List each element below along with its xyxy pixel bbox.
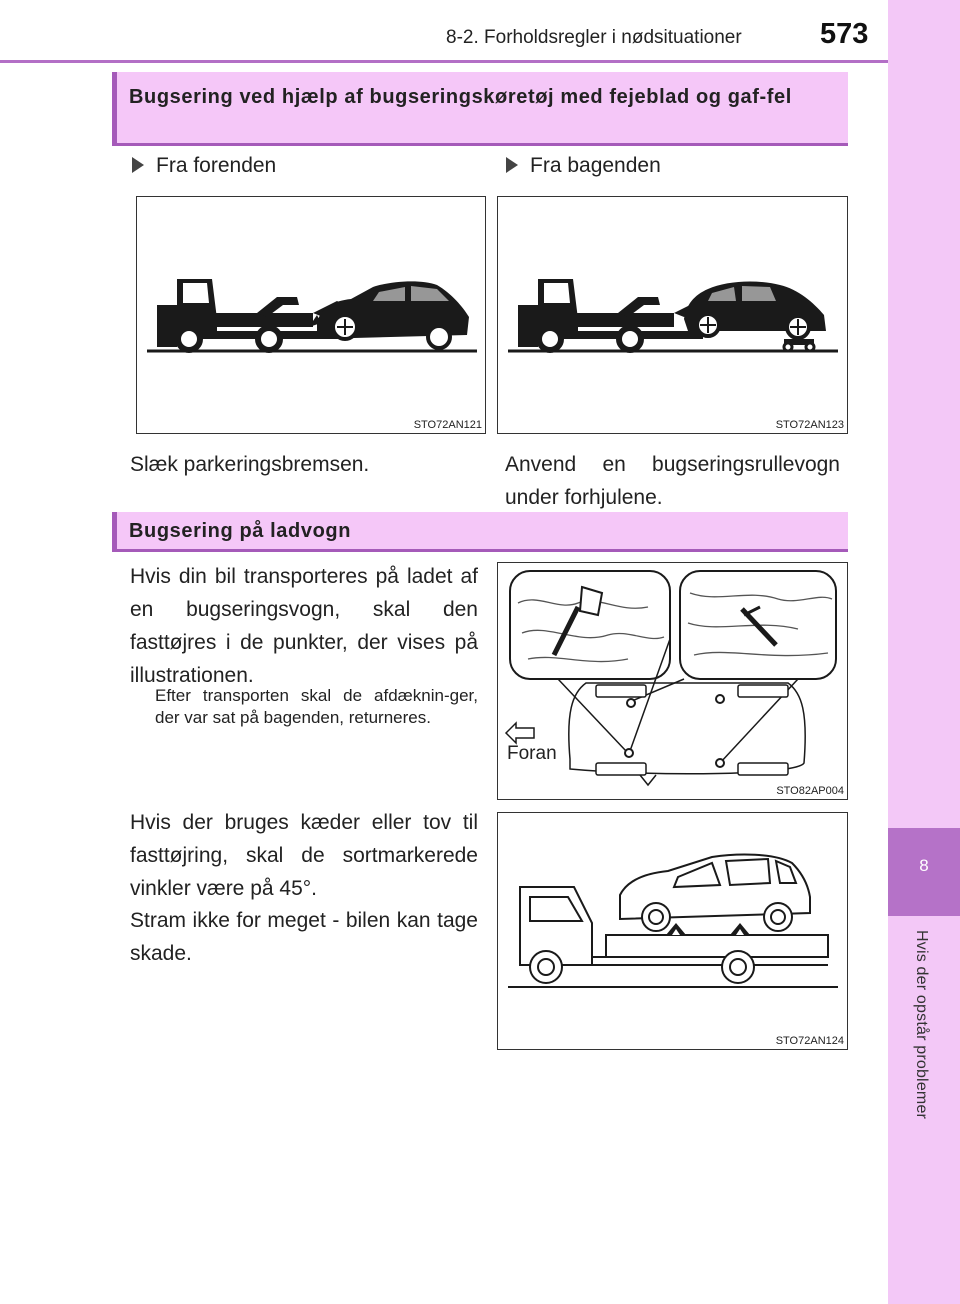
page-number: 573 bbox=[820, 18, 869, 50]
subhead-front-label: Fra forenden bbox=[156, 154, 277, 177]
subhead-rear bbox=[506, 154, 661, 178]
subhead-rear-label: Fra bagenden bbox=[530, 154, 661, 177]
flatbed-paragraph-3: Stram ikke for meget - bilen kan tage skade. bbox=[130, 909, 478, 965]
figure-code: STO72AN121 bbox=[413, 419, 482, 431]
tow-truck-front-illustration bbox=[137, 197, 485, 433]
front-label: Foran bbox=[507, 743, 557, 764]
front-arrow-icon bbox=[506, 723, 534, 743]
figure-code: STO72AN124 bbox=[775, 1035, 844, 1047]
chapter-side-tab bbox=[888, 0, 960, 1304]
subhead-front bbox=[132, 154, 276, 178]
figure-tow-from-front bbox=[136, 196, 486, 434]
caption-rear: Anvend en bugseringsrullevogn under forhjulene. bbox=[505, 453, 840, 509]
flatbed-paragraph-2: Hvis der bruges kæder eller tov til fasttøjring, skal de sortmarkerede vinkler være på 45°. bbox=[130, 811, 478, 900]
chapter-number: 8 bbox=[919, 856, 929, 875]
triangle-bullet-icon bbox=[132, 157, 144, 173]
figure-code: STO82AP004 bbox=[776, 785, 844, 797]
header-rule bbox=[0, 60, 888, 63]
figure-tie-down-points bbox=[497, 562, 848, 800]
triangle-bullet-icon bbox=[506, 157, 518, 173]
flatbed-paragraph-1: Hvis din bil transporteres på ladet af en bugseringsvogn, skal den fasttøjres i de punkter, der vises på illustrationen. bbox=[130, 565, 478, 687]
figure-flatbed-truck bbox=[497, 812, 848, 1050]
flatbed-note: Efter transporten skal de afdæknin-ger, der var sat på bagenden, returneres. bbox=[155, 686, 478, 727]
caption-front: Slæk parkeringsbremsen. bbox=[130, 453, 370, 476]
section-heading-flatbed: Bugsering på ladvogn bbox=[112, 512, 848, 552]
figure-tow-from-rear bbox=[497, 196, 848, 434]
chapter-title: Hvis der opstår problemer bbox=[913, 930, 930, 1120]
tow-truck-rear-illustration bbox=[498, 197, 847, 433]
running-header: 8-2. Forholdsregler i nødsituationer bbox=[446, 27, 742, 48]
section-heading-wheel-lift: Bugsering ved hjælp af bugseringskøretøj med fejeblad og gaf-fel bbox=[112, 72, 848, 146]
flatbed-truck-illustration bbox=[498, 813, 847, 1049]
figure-code: STO72AN123 bbox=[775, 419, 844, 431]
